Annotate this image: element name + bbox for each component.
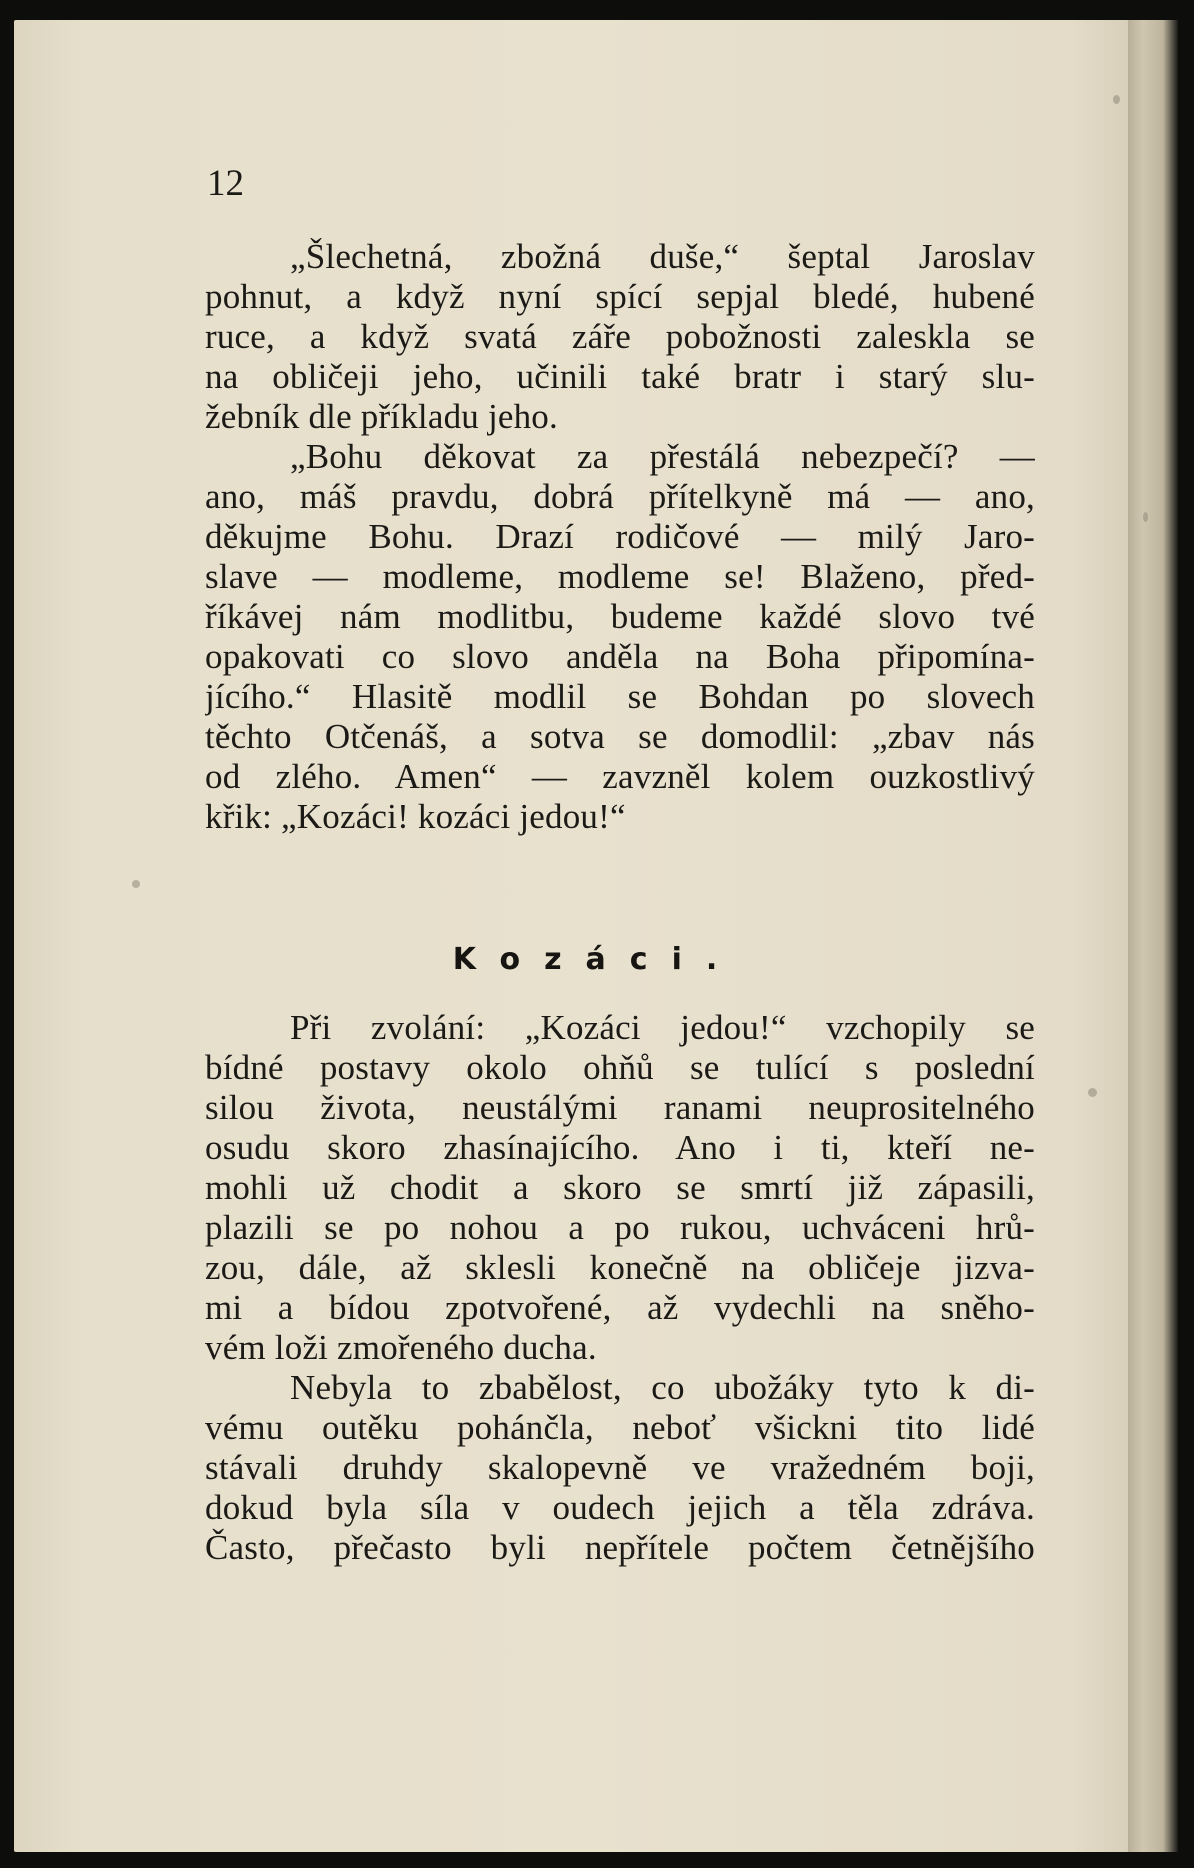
text-line: „Bohu děkovat za přestálá nebezpečí? — — [290, 437, 1035, 476]
text-line: silou života, neustálými ranami neuprositelného — [205, 1088, 1035, 1127]
text-line: vém loži zmořeného ducha. — [205, 1328, 597, 1367]
page-number: 12 — [207, 163, 244, 204]
text-line: ano, máš pravdu, dobrá přítelkyně má — ano, — [205, 477, 1035, 516]
paper-speck — [1113, 95, 1120, 104]
paper-speck — [1143, 512, 1148, 522]
text-line: Nebyla to zbabělost, co ubožáky tyto k di- — [290, 1368, 1035, 1407]
text-line: „Šlechetná, zbožná duše,“ šeptal Jaroslav — [290, 237, 1035, 276]
text-line: od zlého. Amen“ — zavzněl kolem ouzkostlivý — [205, 757, 1035, 796]
chapter-heading: Kozáci. — [452, 942, 742, 977]
text-line: Často, přečasto byli nepřítele počtem četnějšího — [205, 1528, 1035, 1567]
text-line: křik: „Kozáci! kozáci jedou!“ — [205, 797, 626, 836]
text-line: osudu skoro zhasínajícího. Ano i ti, kteří ne- — [205, 1128, 1035, 1167]
text-line: říkávej nám modlitbu, budeme každé slovo tvé — [205, 597, 1035, 636]
text-line: jícího.“ Hlasitě modlil se Bohdan po slovech — [205, 677, 1035, 716]
text-line: zou, dále, až sklesli konečně na obličeje jizva- — [205, 1248, 1035, 1287]
text-line: bídné postavy okolo ohňů se tulící s poslední — [205, 1048, 1035, 1087]
book-spine-edge — [1128, 20, 1178, 1852]
text-line: ruce, a když svatá záře pobožnosti zaleskla se — [205, 317, 1035, 356]
text-line: slave — modleme, modleme se! Blaženo, před- — [205, 557, 1035, 596]
text-line: na obličeji jeho, učinili také bratr i starý slu- — [205, 357, 1035, 396]
paper-speck — [132, 880, 140, 888]
paper-speck — [1088, 1088, 1097, 1097]
text-line: mohli už chodit a skoro se smrtí již zápasili, — [205, 1168, 1035, 1207]
text-line: opakovati co slovo anděla na Boha připomína- — [205, 637, 1035, 676]
text-line: děkujme Bohu. Drazí rodičové — milý Jaro- — [205, 517, 1035, 556]
text-line: pohnut, a když nyní spící sepjal bledé, hubené — [205, 277, 1035, 316]
text-line: mi a bídou zpotvořené, až vydechli na sněho- — [205, 1288, 1035, 1327]
text-line: žebník dle příkladu jeho. — [205, 397, 558, 436]
section-1-text — [205, 237, 1035, 837]
text-line: dokud byla síla v oudech jejich a těla zdráva. — [205, 1488, 1035, 1527]
text-line: vému outěku pohánčla, neboť všickni tito lidé — [205, 1408, 1035, 1447]
text-line: stávali druhdy skalopevně ve vražedném boji, — [205, 1448, 1035, 1487]
text-line: Při zvolání: „Kozáci jedou!“ vzchopily se — [290, 1008, 1035, 1047]
text-line: těchto Otčenáš, a sotva se domodlil: „zbav nás — [205, 717, 1035, 756]
text-line: plazili se po nohou a po rukou, uchváceni hrů- — [205, 1208, 1035, 1247]
section-2-text — [205, 1008, 1035, 1568]
